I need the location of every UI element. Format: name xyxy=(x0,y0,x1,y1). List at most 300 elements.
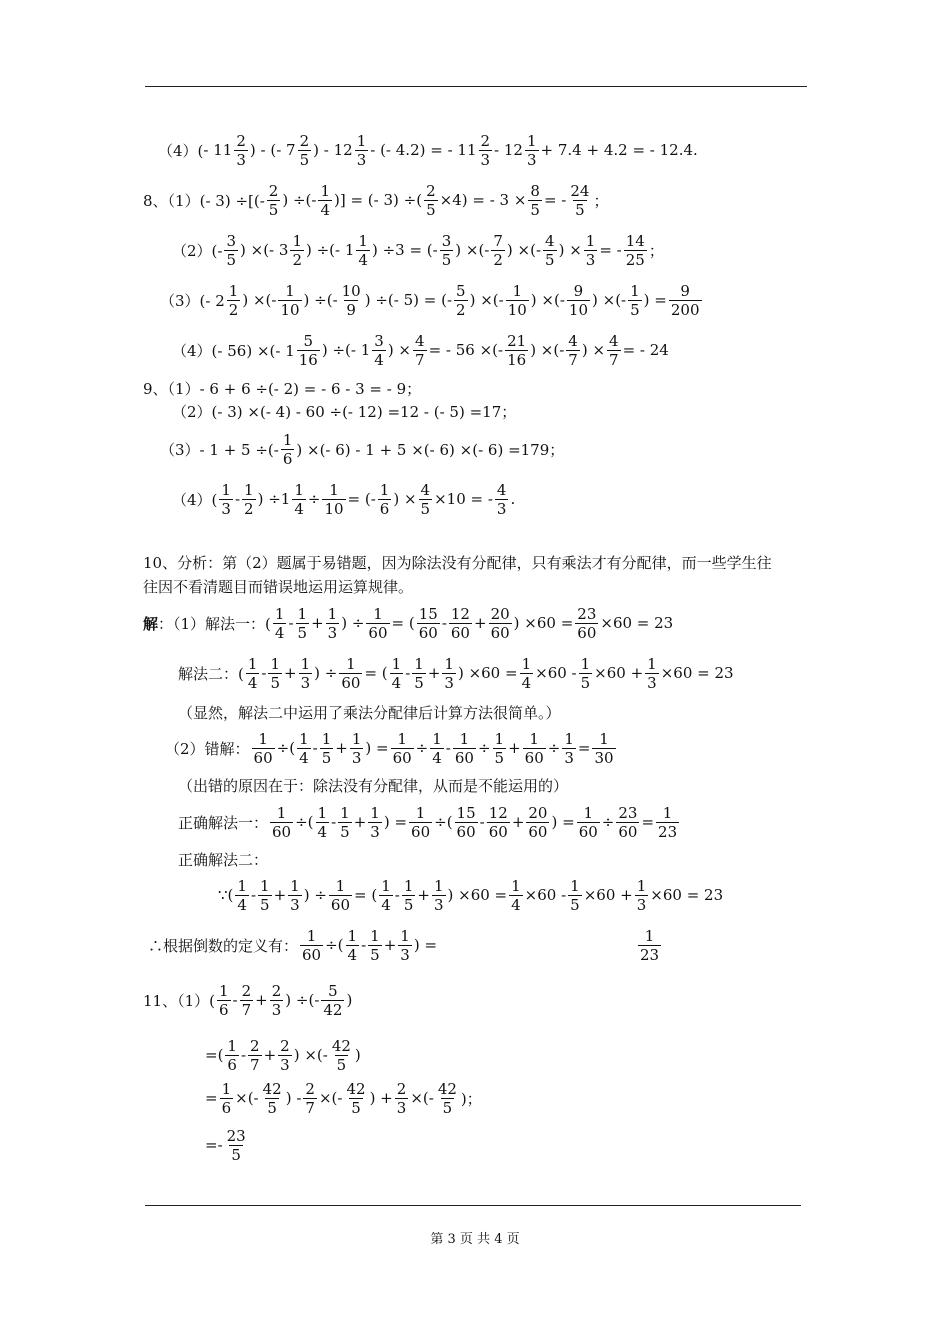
denominator: 10 xyxy=(280,300,300,319)
denominator: 3 xyxy=(400,945,410,964)
fraction xyxy=(607,332,621,369)
denominator: 60 xyxy=(577,623,597,642)
fraction xyxy=(300,927,323,964)
denominator: 5 xyxy=(442,1098,453,1117)
numerator: 23 xyxy=(618,803,638,822)
fraction xyxy=(417,605,440,642)
denominator: 5 xyxy=(267,1098,277,1117)
math-text: ) ÷(- 1 xyxy=(321,341,371,359)
math-text: = xyxy=(577,739,591,757)
math-text: （2）错解： xyxy=(165,739,250,758)
numerator: 1 xyxy=(237,876,247,895)
math-text: ) - (- 7 xyxy=(249,141,296,159)
denominator: 5 xyxy=(420,499,431,518)
numerator: 1 xyxy=(444,654,454,673)
fraction xyxy=(316,804,330,841)
denominator: 7 xyxy=(241,1000,252,1019)
numerator: 8 xyxy=(530,181,540,200)
fraction xyxy=(326,605,340,642)
denominator: 4 xyxy=(294,499,304,518)
denominator: 7 xyxy=(609,350,619,369)
fraction xyxy=(320,730,334,767)
math-text: - (- 4.2) = - 11 xyxy=(370,141,477,159)
eq-11-4 xyxy=(205,1120,250,1170)
fraction xyxy=(339,655,362,692)
math-text: （4）(- 56) ×(- 1 xyxy=(172,341,295,360)
fraction xyxy=(489,605,512,642)
denominator: 60 xyxy=(454,748,474,767)
numerator: 1 xyxy=(358,231,368,250)
numerator: 1 xyxy=(247,654,258,673)
denominator: 7 xyxy=(415,350,425,369)
denominator: 60 xyxy=(456,822,476,841)
math-text: ) × xyxy=(393,490,417,508)
math-text: - xyxy=(240,1046,247,1064)
math-text: + xyxy=(383,936,397,954)
numerator: 1 xyxy=(274,604,285,623)
fraction xyxy=(479,132,493,169)
denominator: 3 xyxy=(585,250,596,269)
numerator: 3 xyxy=(374,331,384,350)
denominator: 3 xyxy=(480,150,491,169)
numerator: 2 xyxy=(299,131,310,150)
denominator: 5 xyxy=(545,250,555,269)
fraction xyxy=(526,804,549,841)
denominator: 3 xyxy=(300,673,311,692)
fraction xyxy=(366,605,389,642)
numerator: 1 xyxy=(529,729,539,748)
fraction xyxy=(454,282,468,319)
numerator: 1 xyxy=(397,729,407,748)
fraction xyxy=(528,182,542,219)
fraction xyxy=(616,804,639,841)
math-text: ÷ xyxy=(415,739,429,757)
math-text: ) ×(- 3 xyxy=(240,241,289,259)
numerator: 1 xyxy=(511,876,521,895)
math-text: = - 24 xyxy=(622,341,669,359)
numerator: 5 xyxy=(303,331,314,350)
math-text: ) ×(- xyxy=(530,341,565,359)
numerator: 1 xyxy=(526,131,537,150)
fraction xyxy=(523,730,546,767)
math-text: - xyxy=(234,490,241,508)
numerator: 1 xyxy=(636,876,647,895)
numerator: 4 xyxy=(568,331,578,350)
math-text: - xyxy=(361,936,367,954)
math-text: ) ÷(- xyxy=(303,291,338,309)
fraction xyxy=(290,232,304,269)
fraction xyxy=(575,605,598,642)
numerator: 1 xyxy=(583,803,593,822)
numerator: 1 xyxy=(300,654,311,673)
footer-rule xyxy=(145,1205,801,1206)
numerator: 1 xyxy=(381,876,391,895)
wrong-solution xyxy=(165,723,618,773)
denominator: 60 xyxy=(528,822,548,841)
denominator: 3 xyxy=(327,623,338,642)
fraction xyxy=(520,655,534,692)
numerator: 1 xyxy=(630,281,640,300)
fraction xyxy=(624,232,647,269)
fraction xyxy=(224,232,238,269)
math-text: ÷ xyxy=(307,490,321,508)
denominator: 7 xyxy=(568,350,578,369)
math-text: ) ×60 = xyxy=(447,886,508,904)
numerator: 1 xyxy=(306,926,317,945)
math-text: ) ×(- xyxy=(242,291,277,309)
fraction xyxy=(217,982,231,1019)
numerator: 1 xyxy=(270,654,281,673)
denominator: 5 xyxy=(299,150,310,169)
fraction xyxy=(299,655,313,692)
fraction xyxy=(525,132,539,169)
numerator: 42 xyxy=(331,1036,351,1055)
fraction xyxy=(252,730,275,767)
numerator: 5 xyxy=(328,981,338,1000)
numerator: 1 xyxy=(356,131,367,150)
numerator: 1 xyxy=(297,604,308,623)
math-text: + xyxy=(311,614,324,632)
correct-method-1 xyxy=(178,797,681,847)
denominator: 4 xyxy=(511,895,521,914)
fraction xyxy=(579,655,593,692)
denominator: 9 xyxy=(346,300,356,319)
numerator: 14 xyxy=(625,231,645,250)
denominator: 200 xyxy=(670,300,700,319)
numerator: 1 xyxy=(580,654,591,673)
denominator: 4 xyxy=(358,250,368,269)
fraction xyxy=(505,332,528,369)
numerator: 1 xyxy=(415,803,426,822)
denominator: 30 xyxy=(594,748,614,767)
math-text: ×60 + xyxy=(583,886,633,904)
math-text: + 7.4 + 4.2 = - 12.4. xyxy=(540,141,698,159)
fraction xyxy=(453,730,476,767)
numerator: 1 xyxy=(347,926,358,945)
numerator: 1 xyxy=(433,876,444,895)
numerator: 42 xyxy=(346,1079,366,1098)
fraction xyxy=(278,282,301,319)
math-text: 11、（1）( xyxy=(143,991,215,1010)
fraction xyxy=(225,1127,248,1164)
math-text: ∴根据倒数的定义有： xyxy=(148,936,299,955)
math-text: ) × xyxy=(387,341,412,359)
eq-8-1 xyxy=(143,175,608,225)
fraction xyxy=(409,804,432,841)
numerator: 1 xyxy=(317,803,328,822)
fraction xyxy=(270,982,284,1019)
denominator: 60 xyxy=(618,822,638,841)
math-text: 解法二：( xyxy=(178,664,244,683)
note-error-cause: （出错的原因在于：除法没有分配律，从而是不能运用的） xyxy=(178,777,569,795)
numerator: 23 xyxy=(577,604,597,623)
fraction xyxy=(258,877,272,914)
numerator: 1 xyxy=(564,729,574,748)
fraction xyxy=(292,481,306,518)
denominator: 4 xyxy=(317,822,328,841)
numerator: 4 xyxy=(496,480,507,499)
math-text: )； xyxy=(460,1089,482,1108)
analysis-line-1: 10、分析：第（2）题属于易错题，因为除法没有分配律，只有乘法才有分配律，而一些学生往 xyxy=(143,554,772,572)
numerator: 1 xyxy=(221,1079,232,1098)
denominator: 5 xyxy=(570,895,580,914)
fraction xyxy=(669,282,702,319)
denominator: 5 xyxy=(260,895,270,914)
denominator: 3 xyxy=(221,499,231,518)
eq-7-4 xyxy=(158,125,698,175)
numerator: 1 xyxy=(521,654,532,673)
math-text: ) = xyxy=(413,936,438,954)
math-text: ) xyxy=(354,1046,361,1064)
math-text: - xyxy=(232,991,238,1009)
numerator: 1 xyxy=(585,231,596,250)
fraction xyxy=(318,182,332,219)
denominator: 16 xyxy=(507,350,527,369)
math-text: + xyxy=(508,739,521,757)
denominator: 4 xyxy=(299,748,309,767)
math-text: = ( xyxy=(364,664,388,682)
fraction xyxy=(234,132,248,169)
eq-11-3 xyxy=(205,1073,482,1123)
denominator: 3 xyxy=(351,748,362,767)
math-text: ) ×(- xyxy=(293,1046,328,1064)
solution-method-1 xyxy=(143,598,673,648)
fraction xyxy=(242,481,256,518)
math-text: + xyxy=(417,886,430,904)
eq-8-2 xyxy=(172,225,664,275)
numerator: 1 xyxy=(292,231,302,250)
math-text: + xyxy=(263,1046,277,1064)
numerator: 1 xyxy=(400,926,410,945)
fraction xyxy=(656,804,679,841)
math-text: ) xyxy=(346,991,353,1009)
numerator: 1 xyxy=(340,803,350,822)
math-text: ×10 = - xyxy=(434,490,493,508)
fraction xyxy=(288,877,302,914)
denominator: 5 xyxy=(630,300,640,319)
numerator: 7 xyxy=(493,231,503,250)
numerator: 1 xyxy=(294,480,304,499)
fraction xyxy=(261,1080,284,1117)
math-text: ) = xyxy=(551,813,575,831)
fraction xyxy=(246,655,260,692)
eq-8-3 xyxy=(160,275,704,325)
numerator: 2 xyxy=(480,131,491,150)
fraction xyxy=(412,655,426,692)
numerator: 3 xyxy=(226,231,237,250)
math-text: - xyxy=(441,614,447,632)
numerator: 9 xyxy=(680,281,690,300)
numerator: 21 xyxy=(507,331,527,350)
denominator: 2 xyxy=(244,499,254,518)
math-text: - xyxy=(250,886,257,904)
numerator: 1 xyxy=(644,926,655,945)
denominator: 60 xyxy=(368,623,388,642)
fraction xyxy=(430,730,444,767)
fraction xyxy=(225,1037,239,1074)
denominator: 16 xyxy=(298,350,318,369)
fraction xyxy=(584,232,598,269)
fraction xyxy=(240,982,254,1019)
fraction xyxy=(568,182,591,219)
analysis-line-2: 往因不看清题目而错误地运用运算规律。 xyxy=(143,578,414,596)
denominator: 4 xyxy=(381,895,391,914)
math-text: = - xyxy=(543,191,567,209)
fraction xyxy=(368,927,382,964)
denominator: 4 xyxy=(432,748,442,767)
denominator: 5 xyxy=(441,250,452,269)
math-text: - xyxy=(288,614,294,632)
fraction xyxy=(509,877,523,914)
denominator: 3 xyxy=(526,150,537,169)
fraction xyxy=(419,481,433,518)
numerator: 1 xyxy=(370,803,380,822)
math-text: . xyxy=(510,490,516,508)
fraction xyxy=(273,605,287,642)
denominator: 3 xyxy=(290,895,300,914)
denominator: 25 xyxy=(625,250,645,269)
math-text: - xyxy=(479,813,485,831)
numerator: 1 xyxy=(570,876,580,895)
fraction xyxy=(330,1037,353,1074)
fraction xyxy=(338,804,352,841)
fraction xyxy=(368,804,382,841)
numerator: 2 xyxy=(305,1079,315,1098)
fraction xyxy=(402,877,416,914)
math-text: ) × xyxy=(558,241,582,259)
fraction xyxy=(227,282,241,319)
math-text: ×(- xyxy=(318,1089,343,1107)
math-text: 9、（1）- 6 + 6 ÷(- 2) = - 6 - 3 = - 9； xyxy=(143,379,422,398)
math-text: = ( xyxy=(354,886,378,904)
denominator: 4 xyxy=(274,623,285,642)
numerator: 20 xyxy=(528,803,548,822)
denominator: 2 xyxy=(493,250,503,269)
fraction xyxy=(355,132,369,169)
eq-9-4 xyxy=(172,474,515,524)
denominator: 60 xyxy=(488,822,508,841)
numerator: 1 xyxy=(432,729,442,748)
denominator: 5 xyxy=(270,673,281,692)
denominator: 5 xyxy=(351,1098,361,1117)
math-text: ×(- xyxy=(410,1089,434,1107)
numerator: 1 xyxy=(258,729,268,748)
denominator: 3 xyxy=(647,673,657,692)
denominator: 3 xyxy=(280,1055,290,1074)
numerator: 15 xyxy=(418,604,438,623)
math-text: + xyxy=(284,664,297,682)
fraction xyxy=(356,232,370,269)
fraction xyxy=(321,982,344,1019)
fraction xyxy=(344,1080,367,1117)
numerator: 1 xyxy=(290,876,300,895)
math-text: - xyxy=(405,664,411,682)
denominator: 2 xyxy=(456,300,466,319)
fraction xyxy=(278,1037,292,1074)
math-text: ) ×(- xyxy=(455,241,490,259)
math-text: = ( xyxy=(391,614,415,632)
numerator: 3 xyxy=(441,231,452,250)
numerator: 1 xyxy=(370,926,380,945)
numerator: 1 xyxy=(662,803,673,822)
numerator: 1 xyxy=(459,729,470,748)
math-text: ×4) = - 3 × xyxy=(439,191,527,209)
denominator: 2 xyxy=(228,300,239,319)
fraction xyxy=(322,481,345,518)
math-text: =- xyxy=(205,1136,223,1154)
denominator: 5 xyxy=(575,200,585,219)
math-text: ) ÷1 xyxy=(257,490,291,508)
fraction xyxy=(577,804,600,841)
numerator: 1 xyxy=(260,876,270,895)
numerator: 4 xyxy=(545,231,555,250)
math-text: ÷( xyxy=(295,813,314,831)
math-text: ×60 - xyxy=(524,886,567,904)
math-text: ) ÷ xyxy=(341,614,365,632)
math-text: （4）( xyxy=(172,490,218,509)
math-text: ) ÷ xyxy=(303,886,327,904)
fraction xyxy=(487,804,510,841)
denominator: 4 xyxy=(521,673,532,692)
denominator: 60 xyxy=(411,822,431,841)
numerator: 2 xyxy=(241,981,252,1000)
denominator: 3 xyxy=(636,895,647,914)
denominator: 5 xyxy=(530,200,540,219)
fraction xyxy=(442,655,456,692)
numerator: 42 xyxy=(262,1079,282,1098)
math-text: ) = xyxy=(643,291,667,309)
math-text: （4）( xyxy=(158,141,204,160)
denominator: 60 xyxy=(330,895,350,914)
fraction xyxy=(506,282,529,319)
denominator: 5 xyxy=(321,748,332,767)
denominator: 2 xyxy=(292,250,302,269)
numerator: 1 xyxy=(512,281,523,300)
header-rule xyxy=(145,86,807,87)
math-text: - xyxy=(445,739,451,757)
denominator: 6 xyxy=(379,499,390,518)
denominator: 3 xyxy=(433,895,444,914)
solution-method-2 xyxy=(178,648,734,698)
numerator: 10 xyxy=(341,281,361,300)
numerator: 1 xyxy=(228,281,239,300)
fraction xyxy=(638,927,661,964)
denominator: 5 xyxy=(297,623,308,642)
math-text: ) - xyxy=(285,1089,302,1107)
math-text: ) ×(- xyxy=(506,241,542,259)
math-text: （3）- 1 + 5 ÷(- xyxy=(160,440,279,459)
numerator: 1 xyxy=(320,181,330,200)
math-text: = - 56 ×(- xyxy=(428,341,504,359)
math-text: ) ÷(- 1 xyxy=(305,241,355,259)
fraction xyxy=(567,282,590,319)
denominator: 6 xyxy=(227,1055,237,1074)
fraction xyxy=(436,1080,459,1117)
math-text: ) = xyxy=(383,813,408,831)
math-text: ； xyxy=(648,241,664,260)
numerator: 9 xyxy=(573,281,584,300)
denominator: 5 xyxy=(340,822,350,841)
numerator: 1 xyxy=(244,480,254,499)
denominator: 3 xyxy=(496,499,507,518)
page-footer: 第 3 页 共 4 页 xyxy=(430,1232,520,1247)
denominator: 10 xyxy=(568,300,588,319)
math-text: ) ×(- xyxy=(530,291,565,309)
denominator: 7 xyxy=(305,1098,315,1117)
math-text: ÷ xyxy=(547,739,561,757)
denominator: 5 xyxy=(414,673,424,692)
denominator: 60 xyxy=(392,748,412,767)
